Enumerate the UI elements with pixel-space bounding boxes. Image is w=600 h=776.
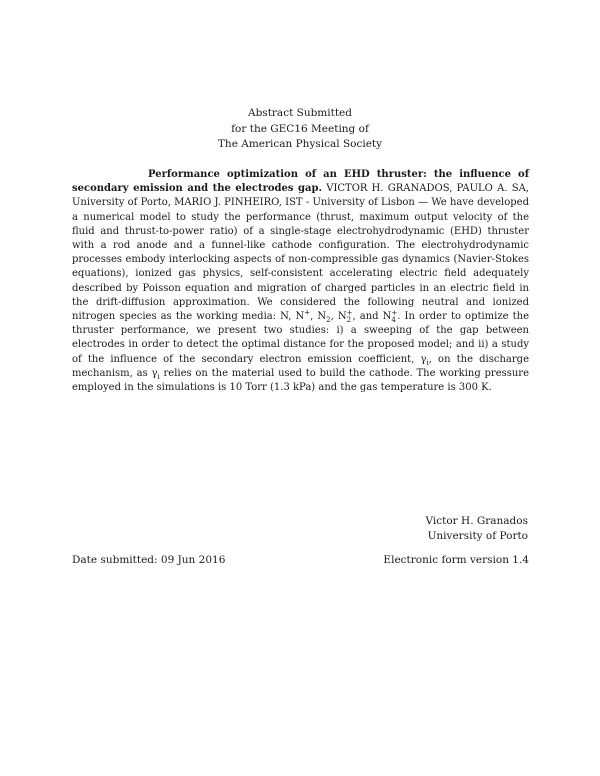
author-separator: — — [414, 197, 432, 209]
abstract-text-part-2: . In order to optimize the thruster performance, we present two studies: i) a sweeping of the gap between electrodes in order to detect the optimal distance for the proposed model; and ii) a study of the influence of the secondary electron emission coefficient, γ — [72, 311, 529, 365]
submission-header — [0, 106, 600, 153]
abstract-title: Performance optimization of an EHD thruster: the influence of secondary emission and the electrodes gap. — [72, 169, 529, 195]
species-separator-2: , N — [330, 311, 347, 323]
signature-affiliation: University of Porto — [427, 530, 528, 542]
n2-plus-subscript: 2 — [346, 316, 352, 325]
abstract-text-part-3: , on the discharge mechanism, as γ — [72, 353, 529, 379]
gamma-subscript-2: i — [157, 372, 160, 381]
signature-block — [426, 514, 529, 544]
n-plus-superscript: + — [304, 308, 311, 317]
n4-plus-superscript: + — [391, 309, 398, 318]
species-separator-3: , and N — [352, 311, 392, 323]
form-version: Electronic form version 1.4 — [383, 554, 529, 566]
gamma-subscript-1: i — [426, 358, 429, 367]
header-line-3: The American Physical Society — [217, 138, 383, 150]
header-line-2: for the GEC16 Meeting of — [231, 122, 369, 135]
abstract-text-part-4: relies on the material used to build the cathode. The working pressure employed in the simulations is 10 Torr (1.3 kPa) and the gas temperature is 300 K. — [72, 367, 530, 394]
abstract-authors: VICTOR H. GRANADOS, PAULO A. SA, University of Porto, MARIO J. PINHEIRO, IST - University of Lisbon — [72, 183, 529, 209]
n4-plus-subscript: 4 — [391, 316, 396, 325]
species-separator-1: , N — [310, 311, 327, 323]
signature-name: Victor H. Granados — [425, 515, 528, 527]
n2-subscript: 2 — [326, 316, 331, 325]
n2-plus-superscript: + — [346, 309, 353, 318]
header-line-1: Abstract Submitted — [248, 107, 352, 119]
abstract-text-part-1: We have developed a numerical model to study the performance (thrust, maximum output velocity of the fluid and thrust-to-power ratio) of a single-stage electrohydrodynamic (EHD) thruster with a rod anode and a funnel-like cathode configuration. The electrohydrodynamic processes embody interlocking aspects of non-compressible gas dynamics (Navier-Stokes equations), ionized gas physics, self-consistent accelerating electric field adequately described by Poisson equation and migration of charged particles in an electric field in the drift-diffusion approximation. We considered the following neutral and ionized nitrogen species as the working media: N, N — [72, 197, 529, 323]
abstract-body — [72, 168, 529, 395]
date-submitted: Date submitted: 09 Jun 2016 — [72, 554, 226, 566]
